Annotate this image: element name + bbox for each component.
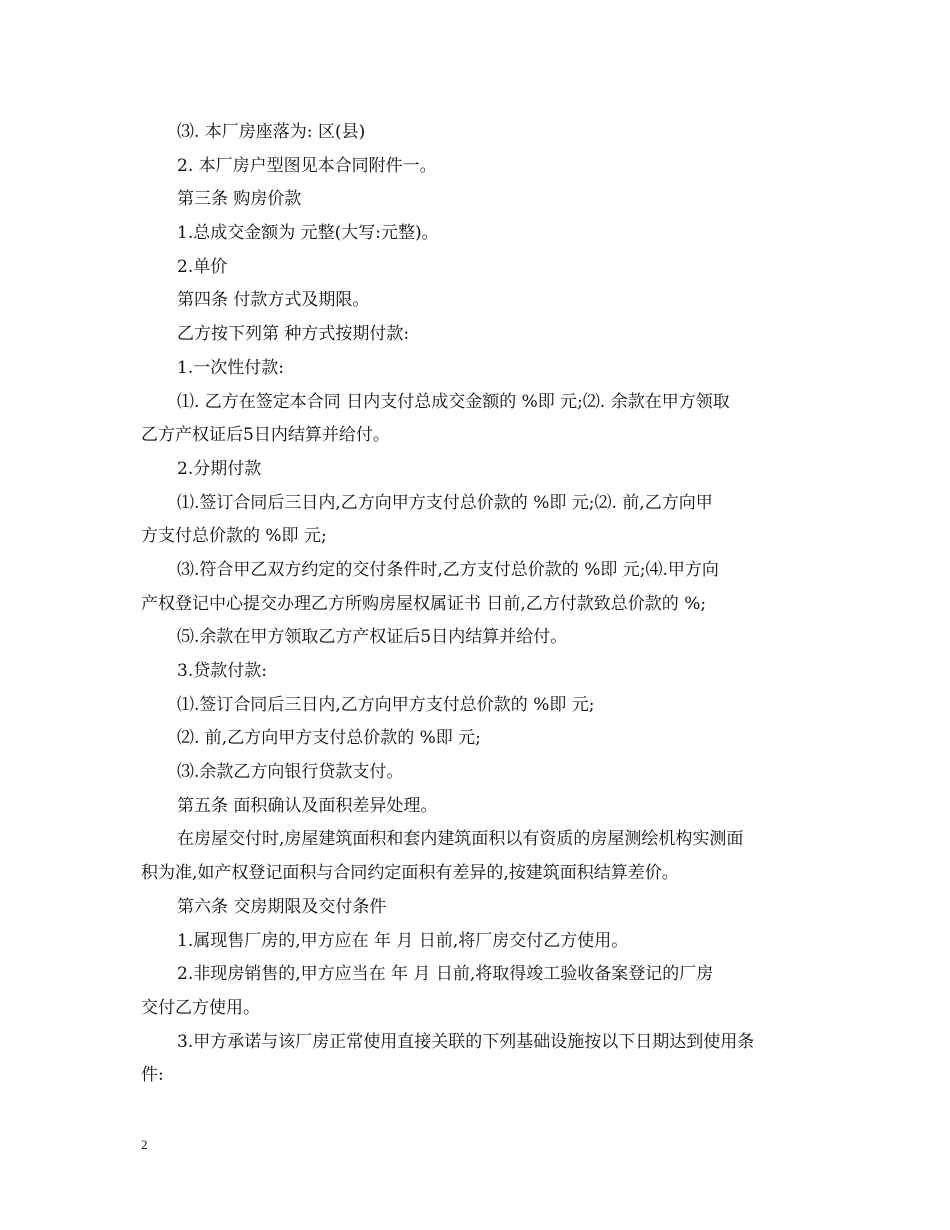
text-line: ⑶.符合甲乙双方约定的交付条件时,乙方支付总价款的 %即 元;⑷.甲方向 (177, 559, 719, 580)
text-line: 2.单价 (177, 256, 228, 277)
text-line: ⑴.签订合同后三日内,乙方向甲方支付总价款的 %即 元;⑵. 前,乙方向甲 (177, 492, 713, 513)
text-line: 第六条 交房期限及交付条件 (177, 896, 387, 917)
text-line: 2. 本厂房户型图见本合同附件一。 (177, 155, 437, 176)
text-line: ⑸.余款在甲方领取乙方产权证后5日内结算并给付。 (177, 627, 568, 648)
text-line: 1.一次性付款: (177, 357, 284, 378)
text-line: 2.非现房销售的,甲方应当在 年 月 日前,将取得竣工验收备案登记的厂房 (177, 964, 714, 985)
text-line: 第五条 面积确认及面积差异处理。 (177, 795, 438, 816)
text-line: 产权登记中心提交办理乙方所购房屋权属证书 日前,乙方付款致总价款的 %; (141, 593, 707, 614)
text-line: ⑶. 本厂房座落为: 区(县) (177, 122, 366, 142)
text-line: 交付乙方使用。 (141, 997, 260, 1018)
text-line: ⑶.余款乙方向银行贷款支付。 (177, 762, 404, 783)
text-line: 2.分期付款 (177, 458, 262, 479)
text-line: 1.总成交金额为 元整(大写:元整)。 (177, 223, 439, 244)
text-line: 件: (141, 1065, 164, 1086)
text-line: 1.属现售厂房的,甲方应在 年 月 日前,将厂房交付乙方使用。 (177, 930, 629, 951)
document-body (141, 116, 811, 1093)
text-line: ⑴.签订合同后三日内,乙方向甲方支付总价款的 %即 元; (177, 694, 595, 715)
text-line: 在房屋交付时,房屋建筑面积和套内建筑面积以有资质的房屋测绘机构实测面 (177, 829, 744, 850)
text-line: 积为准,如产权登记面积与合同约定面积有差异的,按建筑面积结算差价。 (141, 863, 679, 884)
text-line: 3.甲方承诺与该厂房正常使用直接关联的下列基础设施按以下日期达到使用条 (177, 1031, 755, 1052)
page-number: 2 (141, 1137, 148, 1152)
text-line: ⑵. 前,乙方向甲方支付总价款的 %即 元; (177, 728, 481, 749)
text-line: 乙方产权证后5日内结算并给付。 (141, 425, 390, 446)
text-line: 乙方按下列第 种方式按期付款: (177, 324, 410, 345)
text-line: 第三条 购房价款 (177, 189, 302, 210)
text-line: ⑴. 乙方在签定本合同 日内支付总成交金额的 %即 元;⑵. 余款在甲方领取 (177, 391, 730, 412)
text-line: 方支付总价款的 %即 元; (141, 526, 327, 547)
text-line: 第四条 付款方式及期限。 (177, 290, 370, 311)
text-line: 3.贷款付款: (177, 661, 267, 681)
